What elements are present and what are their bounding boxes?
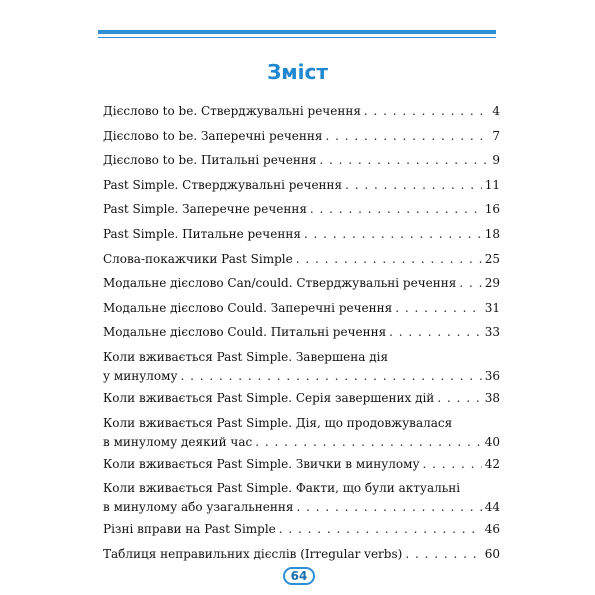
toc-entry-title: Таблиця неправильних дієслів (Irregular verbs) — [103, 546, 403, 561]
toc-entry-line — [103, 153, 500, 167]
toc-entry-title: Past Simple. Стверджувальні речення — [103, 177, 343, 192]
dot-leader — [279, 522, 482, 536]
header-rule-thick — [98, 30, 496, 34]
toc-entry-line — [103, 457, 500, 471]
page-title: Зміст — [267, 60, 328, 84]
toc-entry — [103, 125, 500, 150]
table-of-contents — [103, 100, 500, 567]
toc-entry-line — [103, 202, 500, 216]
toc-entry-page: 29 — [484, 276, 500, 291]
dot-leader — [459, 276, 481, 290]
toc-entry — [103, 100, 500, 125]
toc-entry-page: 4 — [492, 104, 500, 118]
toc-entry-page: 44 — [484, 500, 500, 515]
toc-entry-title: в минулому деякий час — [103, 434, 253, 449]
toc-entry-line — [103, 500, 500, 514]
toc-entry-title: Коли вживається Past Simple. Серія завершених дій — [103, 390, 435, 405]
toc-entry-page: 38 — [484, 390, 500, 405]
dot-leader — [296, 500, 481, 514]
toc-entry-page: 25 — [484, 251, 500, 266]
toc-entry — [103, 272, 500, 297]
toc-entry — [103, 387, 500, 412]
toc-entry-page: 31 — [484, 300, 500, 315]
dot-leader — [437, 391, 481, 405]
toc-entry-line — [103, 227, 500, 241]
toc-entry-title: у минулому — [103, 368, 178, 383]
toc-entry — [103, 477, 500, 518]
dot-leader — [296, 252, 482, 266]
toc-entry-title: Дієслово to be. Стверджувальні речення — [103, 104, 361, 118]
toc-entry-title: Різні вправи на Past Simple — [103, 522, 276, 537]
toc-entry-title-line: Коли вживається Past Simple. Завершена дія — [103, 349, 389, 364]
dot-leader — [364, 104, 489, 118]
toc-entry-page: 18 — [484, 226, 500, 241]
toc-entry-title: в минулому або узагальнення — [103, 500, 294, 515]
toc-entry-title: Past Simple. Питальне речення — [103, 226, 301, 241]
toc-entry — [103, 346, 500, 387]
toc-entry-page: 46 — [484, 522, 500, 537]
toc-entry — [103, 518, 500, 543]
toc-entry-line — [103, 391, 500, 405]
toc-entry — [103, 198, 500, 223]
toc-entry-line — [103, 522, 500, 536]
toc-entry-line — [103, 276, 500, 290]
toc-entry — [103, 248, 500, 273]
toc-entry — [103, 223, 500, 248]
toc-entry-page: 16 — [484, 202, 500, 217]
toc-entry-line — [103, 547, 500, 561]
toc-entry-title: Past Simple. Заперечне речення — [103, 202, 307, 217]
dot-leader — [255, 435, 482, 449]
toc-entry-title: Дієслово to be. Заперечні речення — [103, 128, 323, 143]
toc-entry-line — [103, 104, 500, 118]
toc-entry-line — [103, 435, 500, 449]
toc-entry — [103, 543, 500, 568]
toc-entry-title: Модальне дієслово Can/could. Стверджувальні речення — [103, 276, 457, 291]
dot-leader — [325, 129, 489, 143]
dot-leader — [423, 457, 482, 471]
toc-entry — [103, 297, 500, 322]
dot-leader — [304, 227, 482, 241]
toc-entry-title: Модальне дієслово Could. Заперечні речення — [103, 300, 393, 315]
toc-entry — [103, 412, 500, 453]
toc-entry — [103, 174, 500, 199]
toc-entry-line — [103, 325, 500, 339]
toc-entry-line — [103, 369, 500, 383]
toc-entry-title-line: Коли вживається Past Simple. Факти, що були актуальні — [103, 481, 461, 496]
toc-entry-page: 7 — [492, 128, 500, 143]
toc-entry-page: 60 — [484, 546, 500, 561]
toc-entry-line — [103, 301, 500, 315]
header-rule-thin — [98, 37, 496, 38]
dot-leader — [345, 178, 482, 192]
toc-entry-page: 11 — [484, 177, 500, 192]
toc-entry-page: 36 — [484, 368, 500, 383]
toc-entry — [103, 149, 500, 174]
dot-leader — [405, 547, 481, 561]
toc-entry-page: 9 — [492, 153, 500, 168]
toc-entry-page: 40 — [484, 434, 500, 449]
dot-leader — [389, 325, 482, 339]
toc-entry-title-line: Коли вживається Past Simple. Дія, що продовжувалася — [103, 415, 453, 430]
dot-leader — [310, 202, 482, 216]
toc-entry — [103, 453, 500, 478]
toc-entry-title: Коли вживається Past Simple. Звички в минулому — [103, 456, 420, 471]
toc-entry-title: Слова-покажчики Past Simple — [103, 251, 293, 266]
toc-entry-title: Дієслово to be. Питальні речення — [103, 153, 317, 168]
toc-entry-line — [103, 129, 500, 143]
page-number-badge: 64 — [283, 567, 315, 585]
toc-entry-page: 33 — [484, 325, 500, 340]
toc-entry-page: 42 — [484, 456, 500, 471]
toc-entry — [103, 321, 500, 346]
dot-leader — [319, 153, 489, 167]
toc-entry-title: Модальне дієслово Could. Питальні речення — [103, 325, 387, 340]
dot-leader — [395, 301, 482, 315]
toc-entry-line — [103, 252, 500, 266]
dot-leader — [181, 369, 482, 383]
toc-entry-line — [103, 178, 500, 192]
